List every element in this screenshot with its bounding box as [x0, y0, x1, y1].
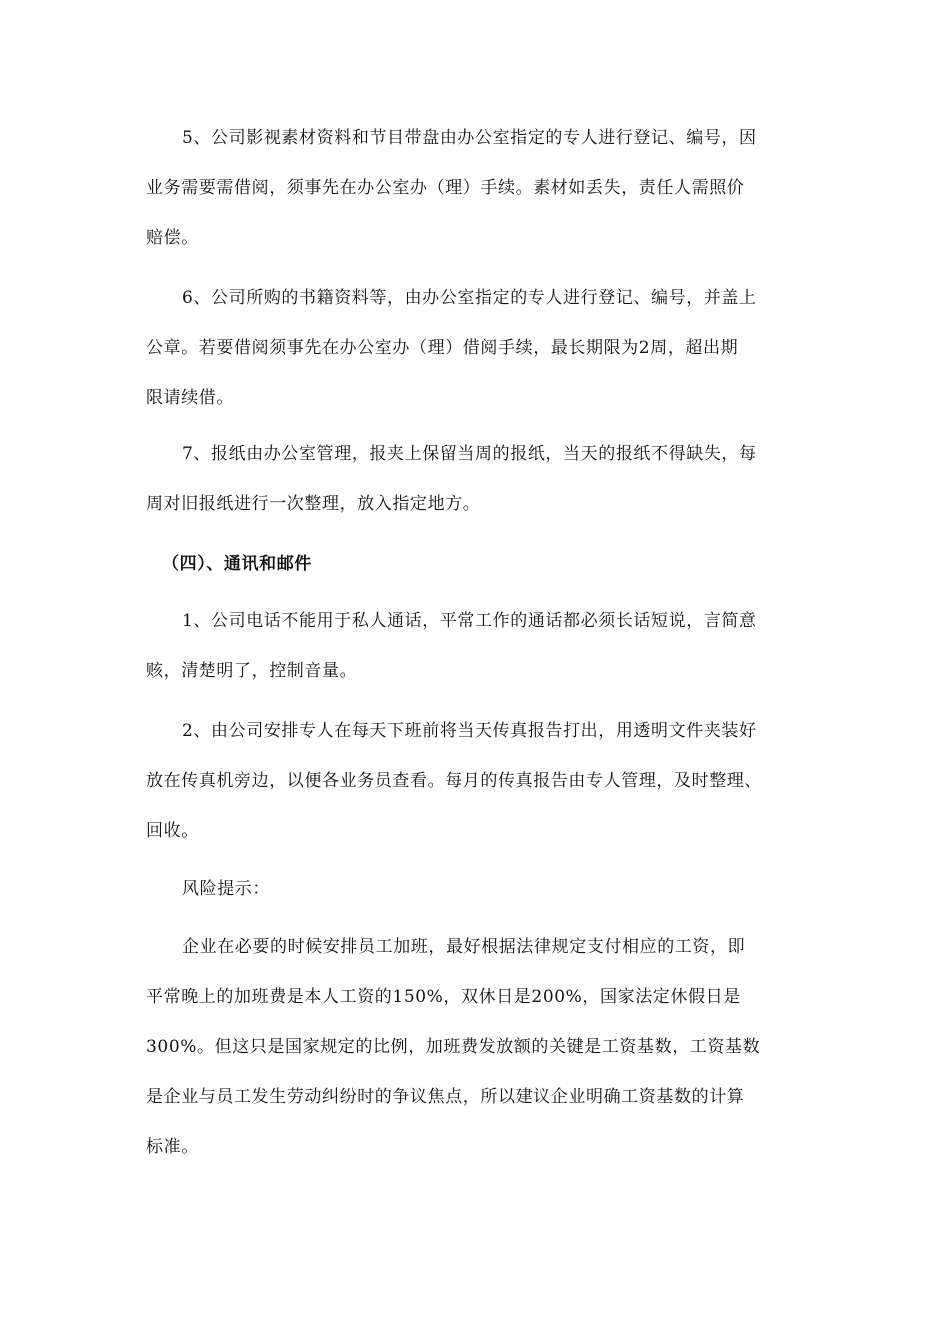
text-line: 7、报纸由办公室管理，报夹上保留当周的报纸，当天的报纸不得缺失，每 [182, 444, 757, 464]
text-line: 赔偿。 [146, 228, 199, 248]
text-line: 限请续借。 [146, 388, 234, 408]
text-line: 企业在必要的时候安排员工加班，最好根据法律规定支付相应的工资，即 [182, 937, 746, 957]
text-line: 周对旧报纸进行一次整理，放入指定地方。 [146, 494, 481, 514]
section-title: （四）、通讯和邮件 [162, 554, 312, 574]
text-line: 业务需要需借阅，须事先在办公室办（理）手续。素材如丢失，责任人需照价 [146, 178, 745, 198]
text-line: 5、公司影视素材资料和节目带盘由办公室指定的专人进行登记、编号，因 [182, 128, 757, 148]
text-line: 放在传真机旁边，以便各业务员查看。每月的传真报告由专人管理，及时整理、 [146, 771, 762, 791]
text-line: 6、公司所购的书籍资料等，由办公室指定的专人进行登记、编号，并盖上 [182, 288, 757, 308]
text-line: 回收。 [146, 821, 199, 841]
text-line: 公章。若要借阅须事先在办公室办（理）借阅手续，最长期限为2周，超出期 [146, 338, 739, 358]
text-line: 平常晚上的加班费是本人工资的150%，双休日是200%，国家法定休假日是 [146, 987, 741, 1007]
text-line: 2、由公司安排专人在每天下班前将当天传真报告打出，用透明文件夹装好 [182, 721, 757, 741]
text-line: 是企业与员工发生劳动纠纷时的争议焦点，所以建议企业明确工资基数的计算 [146, 1087, 745, 1107]
text-line: 1、公司电话不能用于私人通话，平常工作的通话都必须长话短说，言简意 [182, 611, 757, 631]
text-line: 300%。但这只是国家规定的比例，加班费发放额的关键是工资基数，工资基数 [146, 1037, 761, 1057]
text-line: 赅，清楚明了，控制音量。 [146, 661, 358, 681]
text-line: 标准。 [146, 1137, 199, 1157]
text-line: 风险提示： [182, 879, 270, 899]
